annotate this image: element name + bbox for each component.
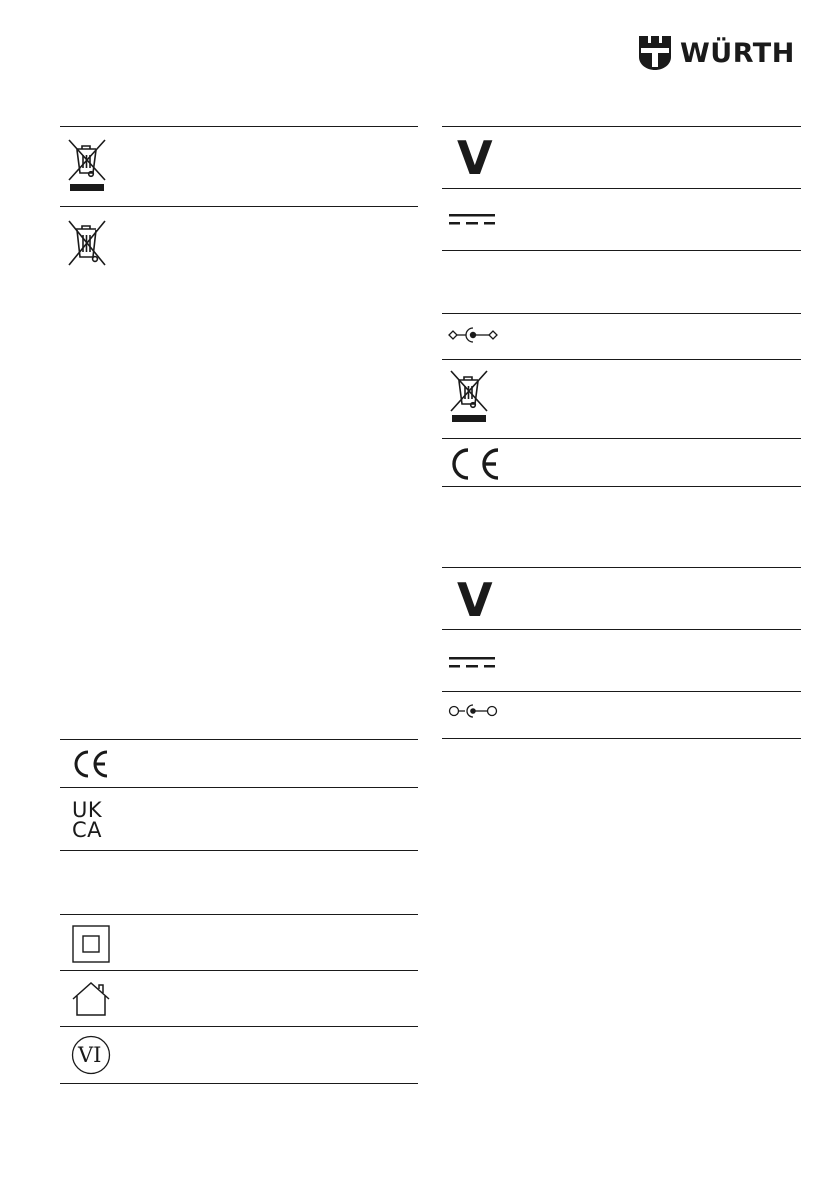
symbol-row (442, 313, 801, 360)
symbol-row (442, 359, 801, 439)
symbol-row (442, 438, 801, 487)
symbol-row (60, 787, 418, 851)
direct-current-icon (449, 656, 495, 670)
symbol-row (60, 206, 418, 740)
symbol-row (60, 126, 418, 207)
wurth-logo-icon (638, 35, 672, 71)
right-symbol-table (442, 126, 801, 738)
symbol-row (60, 850, 418, 915)
left-symbol-table (60, 126, 418, 1084)
symbol-row (442, 188, 801, 251)
brand-name: WÜRTH (680, 37, 795, 69)
symbol-row (442, 126, 801, 189)
symbol-row (442, 691, 801, 739)
indoor-use-house-icon (71, 981, 111, 1017)
efficiency-level-vi-icon: VI (78, 1043, 102, 1067)
symbol-row (442, 629, 801, 692)
direct-current-icon (449, 213, 495, 227)
volt-icon: V (457, 131, 493, 185)
symbol-row (60, 739, 418, 788)
volt-icon: V (457, 573, 493, 627)
weee-bin-with-bar-icon (65, 137, 109, 195)
symbol-row (60, 1026, 418, 1084)
ukca-line-1: UK (72, 798, 103, 822)
wurth-logo (638, 34, 802, 72)
weee-bin-with-bar-icon (447, 368, 491, 426)
symbol-row (60, 970, 418, 1027)
ce-mark-icon (71, 749, 111, 779)
ukca-mark-icon (72, 800, 102, 840)
symbol-row (442, 567, 801, 630)
symbol-row (442, 250, 801, 314)
polarity-icon (448, 326, 498, 344)
polarity-icon (448, 702, 498, 720)
ce-mark-icon (446, 447, 502, 481)
symbol-row (60, 914, 418, 971)
ukca-line-2: CA (72, 818, 103, 842)
weee-bin-icon (65, 219, 109, 269)
protection-class-ii-icon (72, 925, 110, 963)
symbol-row (442, 486, 801, 568)
